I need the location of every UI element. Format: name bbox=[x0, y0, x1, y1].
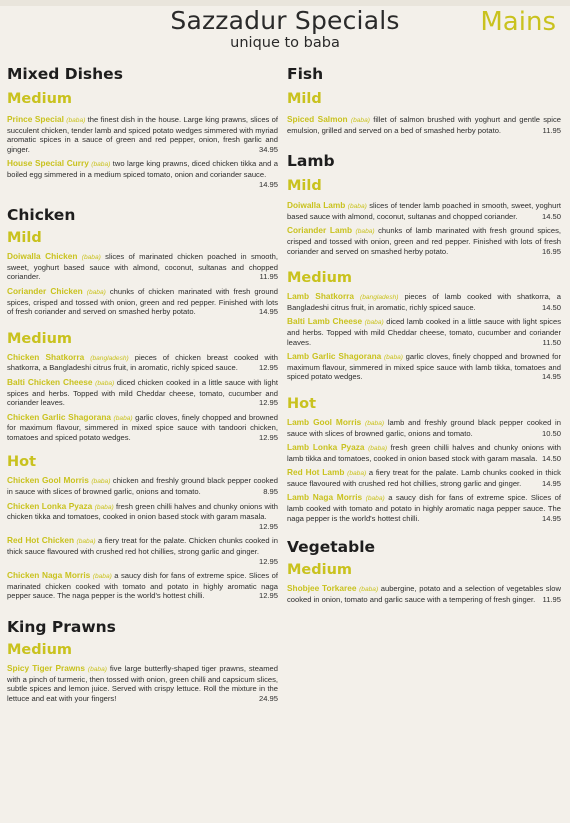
item-description: chunks of chicken marinated with fresh ground spices, crisped and tossed with onion, green and red pepper. Finished with lots of fresh coriander and served on smashed herby potato. bbox=[7, 286, 278, 317]
item-tag: (baba) bbox=[91, 478, 111, 486]
item-tag: (baba) bbox=[359, 586, 379, 594]
category-chicken: Chicken bbox=[7, 206, 76, 225]
item-name: Balti Chicken Cheese bbox=[7, 376, 93, 387]
item-description: a fiery treat for the palate. Chicken chunks cooked in thick sauce flavoured with crushed red hot chillies, strong garlic and ginger. bbox=[7, 536, 278, 557]
item-description: five large butterfly-shaped tiger prawns, steamed with a pinch of turmeric, then tossed with onion, green chilli and capsicum slices, subtle spices and lemon juice. Served with crispy lettuce. Roll the mixture in the lettuce and eat with your fingers! bbox=[7, 664, 278, 703]
item-price: 8.95 bbox=[263, 487, 278, 497]
menu-item bbox=[7, 378, 278, 408]
item-name: Coriander Chicken bbox=[7, 285, 83, 296]
item-tag: (baba) bbox=[365, 495, 385, 503]
right-column bbox=[287, 62, 561, 604]
item-name: Chicken Naga Morris bbox=[7, 570, 91, 581]
item-name: Balti Lamb Cheese bbox=[287, 316, 363, 327]
item-tag: (baba) bbox=[347, 203, 367, 211]
item-description: aubergine, potato and a selection of vegetables slow cooked in onion, tomato and garlic sauce with a tempering of fresh ginger. bbox=[287, 584, 561, 604]
item-price: 14.50 bbox=[541, 211, 561, 221]
item-description: lamb and freshly ground black pepper cooked in sauce with slices of browned garlic, onions and tomato. bbox=[287, 417, 561, 438]
item-description: diced chicken cooked in a little sauce with light spices and herbs. Topped with mild Cheddar cheese, tomato, cucumber and coriander leaves. bbox=[7, 377, 278, 408]
item-tag: (baba) bbox=[91, 161, 111, 169]
item-tag: (baba) bbox=[92, 573, 112, 581]
heat-hot: Hot bbox=[287, 395, 317, 412]
item-description: diced lamb cooked in a little sauce with light spices and herbs. Topped with mild Cheddar cheese, tomato, cucumber and coriander leaves. bbox=[287, 317, 561, 347]
menu-item bbox=[287, 352, 561, 382]
item-description: pieces of chicken breast cooked with shatkorra, a Bangladeshi citrus fruit, in aromatic, richly spiced sauce. bbox=[7, 352, 278, 373]
item-price: 12.95 bbox=[258, 363, 278, 373]
item-tag: (baba) bbox=[350, 117, 370, 124]
item-name: Doiwalla Lamb bbox=[287, 200, 346, 211]
item-description: pieces of lamb cooked with shatkorra, a Bangladeshi citrus fruit, in aromatic, richly spiced sauce. bbox=[287, 292, 561, 312]
item-price: 14.95 bbox=[258, 179, 278, 189]
item-description: the finest dish in the house. Large king prawns, slices of succulent chicken, tender lamb and spiced potato wedges simmered with myriad aromatic spices in a sauce of green and red pepper, onion, fresh garlic and ginger. bbox=[7, 115, 278, 154]
menu-item bbox=[7, 664, 278, 703]
menu-item bbox=[287, 493, 561, 523]
item-description: garlic cloves, finely chopped and browned for maximum flavour, simmered in mixed spice sauce with tandoori chicken, tomatoes and spiced potato wedges. bbox=[7, 412, 278, 442]
menu-item bbox=[7, 159, 278, 189]
item-price: 12.95 bbox=[258, 521, 278, 531]
item-description: a saucy dish for fans of extreme spice. Slices of marinated chicken cooked with tomato and potato in highly aromatic naga pepper sauce. The naga pepper is the world's hottest chilli. bbox=[7, 571, 278, 601]
menu-item bbox=[287, 443, 561, 463]
item-name: Lamb Gool Morris bbox=[287, 416, 362, 427]
section-label: Mains bbox=[480, 7, 556, 37]
heat-medium: Medium bbox=[287, 562, 353, 579]
item-price: 24.95 bbox=[258, 693, 278, 703]
menu-item bbox=[7, 571, 278, 601]
item-name: Doiwalla Chicken bbox=[7, 251, 78, 262]
menu-item bbox=[7, 287, 278, 317]
item-price: 11.95 bbox=[259, 272, 278, 282]
item-tag: (baba) bbox=[86, 288, 106, 296]
item-price: 14.95 bbox=[541, 372, 561, 382]
item-price: 14.50 bbox=[541, 302, 561, 312]
item-tag: (baba) bbox=[66, 117, 86, 124]
item-price: 14.95 bbox=[258, 307, 278, 317]
menu-item bbox=[287, 317, 561, 347]
item-name: Lamb Garlic Shagorana bbox=[287, 351, 382, 362]
heat-medium: Medium bbox=[7, 91, 73, 107]
menu-item bbox=[7, 252, 278, 282]
category-vegetable: Vegetable bbox=[287, 538, 376, 557]
menu-item bbox=[7, 536, 278, 566]
item-name: Coriander Lamb bbox=[287, 225, 353, 236]
item-name: Chicken Garlic Shagorana bbox=[7, 411, 112, 422]
item-description: fillet of salmon brushed with yoghurt and gentle spice emulsion, grilled and served on a bed of smashed herby potato. bbox=[287, 115, 561, 135]
item-tag: (baba) bbox=[383, 354, 403, 362]
item-price: 14.50 bbox=[541, 453, 561, 463]
menu-item bbox=[287, 201, 561, 221]
item-tag: (bangladesh) bbox=[90, 354, 129, 362]
item-tag: (baba) bbox=[94, 503, 114, 511]
title-block bbox=[160, 6, 410, 52]
menu-item bbox=[287, 584, 561, 604]
item-description: chunks of lamb marinated with fresh ground spices, crisped and tossed with onion, green and red pepper. Finished with lots of fresh coriander and served on smashed herby potato. bbox=[287, 226, 561, 256]
heat-mild: Mild bbox=[287, 178, 322, 195]
item-name: Prince Special bbox=[7, 114, 64, 124]
menu-item bbox=[7, 353, 278, 373]
item-name: Red Hot Chicken bbox=[7, 535, 75, 546]
item-name: Lamb Naga Morris bbox=[287, 492, 363, 503]
item-tag: (baba) bbox=[81, 254, 101, 262]
category-king-prawns: King Prawns bbox=[7, 618, 116, 636]
heat-mild: Mild bbox=[287, 91, 322, 107]
menu-item bbox=[287, 418, 561, 438]
category-lamb: Lamb bbox=[287, 152, 335, 171]
item-name: House Special Curry bbox=[7, 158, 89, 169]
item-price: 11.95 bbox=[542, 594, 561, 604]
item-tag: (baba) bbox=[368, 445, 388, 453]
item-description: fresh green chilli halves and chunky onions with chicken tikka and tomatoes, cooked in onion based stock with garam masala. bbox=[7, 501, 278, 522]
item-price: 16.95 bbox=[541, 246, 561, 256]
left-column bbox=[7, 62, 278, 703]
item-tag: (baba) bbox=[113, 414, 133, 422]
menu-item bbox=[7, 413, 278, 443]
heat-medium: Medium bbox=[287, 270, 353, 287]
item-name: Spicy Tiger Prawns bbox=[7, 663, 85, 673]
item-name: Chicken Lonka Pyaza bbox=[7, 500, 93, 511]
item-description: a fiery treat for the palate. Lamb chunks cooked in thick sauce flavoured with crushed red hot chillies, strong garlic and ginger. bbox=[287, 468, 561, 488]
item-price: 14.95 bbox=[541, 478, 561, 488]
item-price: 14.95 bbox=[541, 513, 561, 523]
item-price: 11.50 bbox=[542, 337, 561, 347]
item-name: Spiced Salmon bbox=[287, 114, 348, 124]
item-tag: (baba) bbox=[95, 379, 115, 387]
menu-item bbox=[7, 502, 278, 532]
item-tag: (baba) bbox=[347, 470, 367, 478]
item-description: chicken and freshly ground black pepper cooked in sauce with slices of browned garlic, onions and tomato. bbox=[7, 476, 278, 497]
item-name: Lamb Lonka Pyaza bbox=[287, 442, 365, 453]
item-description: slices of marinated chicken poached in smooth, sweet, yoghurt based sauce with almond, coconut, sultanas and chopped coriander. bbox=[7, 252, 278, 282]
item-name: Lamb Shatkorra bbox=[287, 291, 355, 302]
item-tag: (baba) bbox=[364, 319, 384, 327]
menu-item bbox=[7, 476, 278, 496]
menu-item bbox=[287, 468, 561, 488]
item-description: slices of tender lamb poached in smooth, sweet, yoghurt based sauce with almond, coconut, sultanas and chopped coriander. bbox=[287, 201, 561, 221]
item-price: 34.95 bbox=[258, 144, 278, 154]
heat-medium: Medium bbox=[7, 330, 73, 347]
item-tag: (bangladesh) bbox=[360, 294, 399, 302]
item-tag: (baba) bbox=[76, 538, 96, 546]
page-subtitle: unique to baba bbox=[230, 35, 340, 51]
heat-hot: Hot bbox=[7, 454, 37, 471]
item-price: 12.95 bbox=[258, 398, 278, 408]
item-price: 10.50 bbox=[541, 428, 561, 438]
item-tag: (baba) bbox=[355, 228, 375, 236]
item-name: Shobjee Torkaree bbox=[287, 583, 357, 594]
item-name: Chicken Shatkorra bbox=[7, 351, 85, 362]
item-name: Chicken Gool Morris bbox=[7, 475, 89, 486]
item-description: fresh green chilli halves and chunky onions with lamb tikka and tomatoes, cooked in onion based stock with garam masala. bbox=[287, 443, 561, 463]
item-description: a saucy dish for fans of extreme spice. Slices of lamb cooked with tomato and potato in highly aromatic naga pepper sauce. The naga pepper is the world's hottest chilli. bbox=[287, 493, 561, 523]
heat-mild: Mild bbox=[7, 230, 42, 247]
item-price: 12.95 bbox=[258, 556, 278, 566]
item-price: 12.95 bbox=[258, 591, 278, 601]
item-description: two large king prawns, diced chicken tikka and a boiled egg simmered in a medium spiced tomato, onion and coriander sauce. bbox=[7, 159, 278, 179]
item-tag: (baba) bbox=[365, 419, 385, 427]
heat-medium: Medium bbox=[7, 642, 73, 658]
menu-item bbox=[7, 115, 278, 154]
item-name: Red Hot Lamb bbox=[287, 467, 345, 478]
category-mixed-dishes: Mixed Dishes bbox=[7, 65, 123, 83]
menu-item bbox=[287, 292, 561, 312]
item-price: 12.95 bbox=[258, 432, 278, 442]
page-title: Sazzadur Specials bbox=[170, 6, 400, 35]
menu-item bbox=[287, 226, 561, 256]
item-description: garlic cloves, finely chopped and browned for maximum flavour, simmered in mixed spice sauce with lamb tikka, tomatoes and spiced potato wedges. bbox=[287, 352, 561, 382]
category-fish: Fish bbox=[287, 65, 324, 83]
menu-item bbox=[287, 115, 561, 135]
item-price: 11.95 bbox=[542, 125, 561, 135]
item-tag: (baba) bbox=[87, 666, 107, 673]
